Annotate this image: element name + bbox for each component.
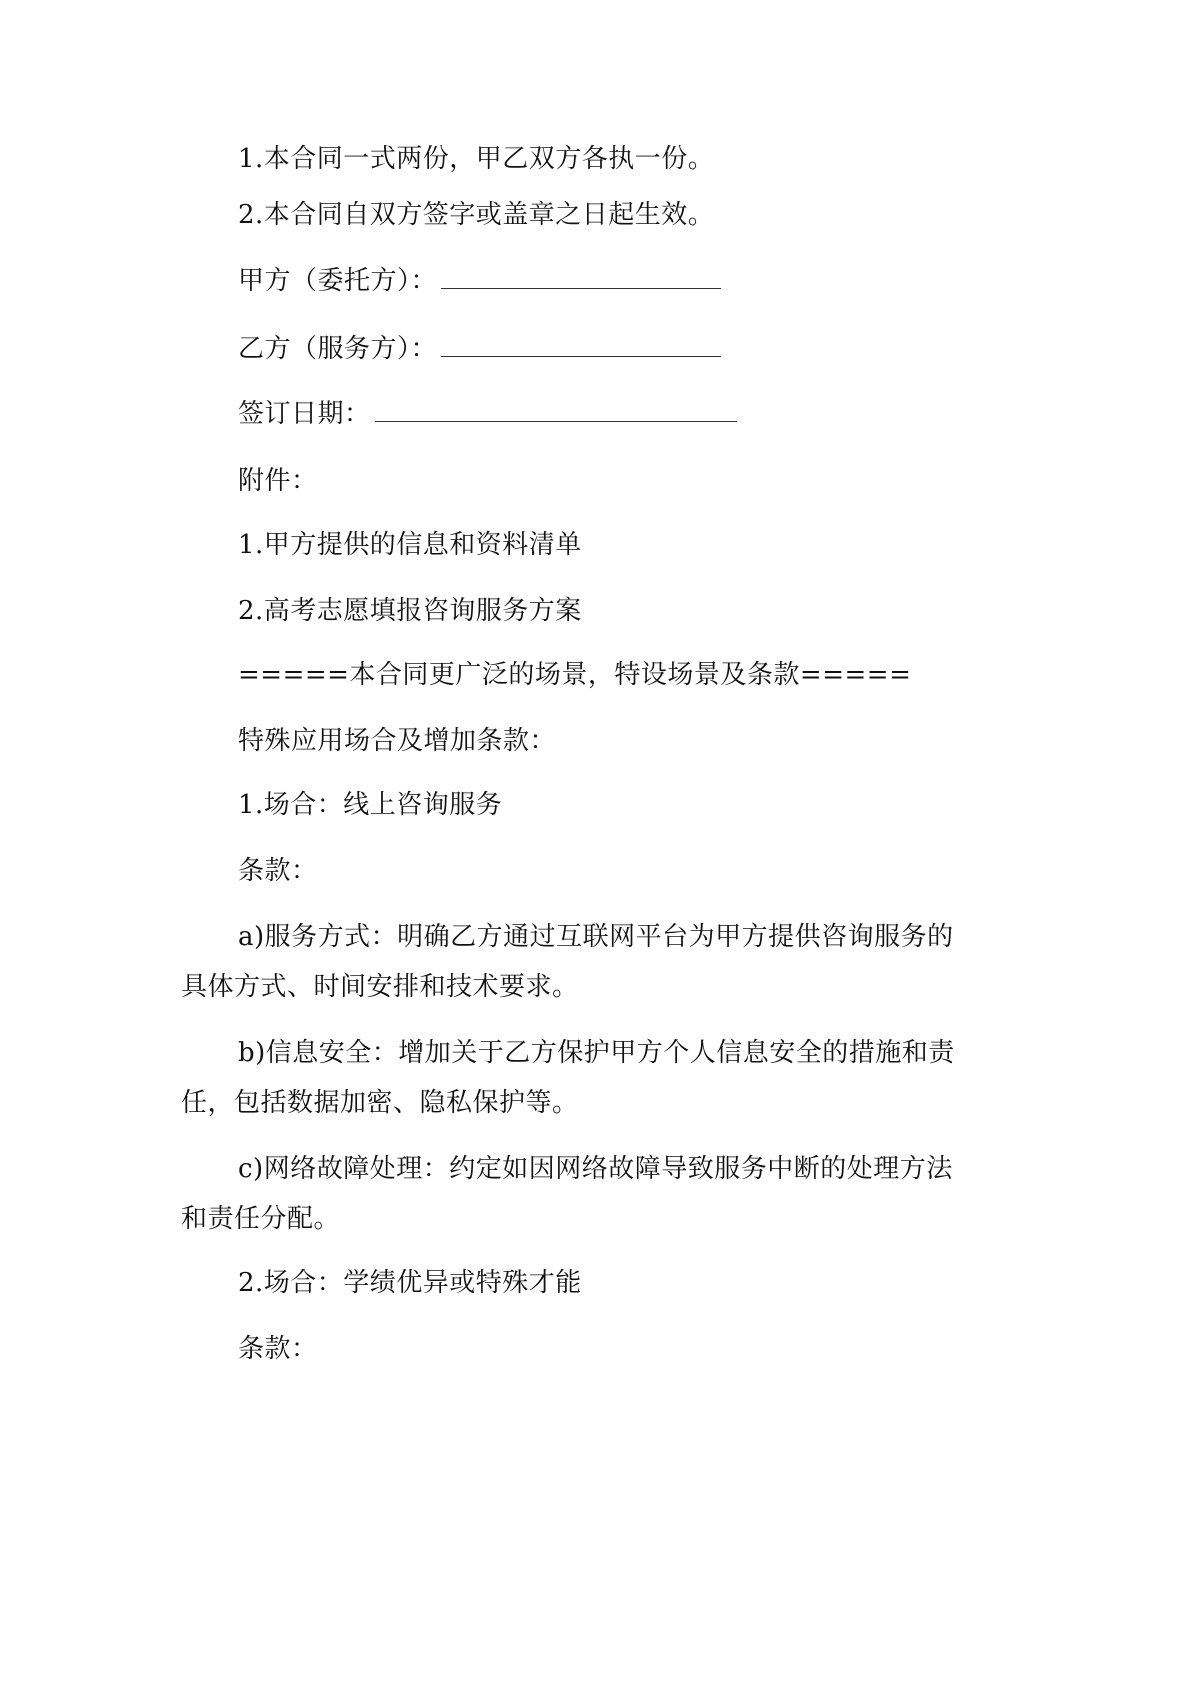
sign-date-line bbox=[375, 395, 737, 422]
party-a-signature-line bbox=[441, 262, 721, 289]
clause-c-line-2: 和责任分配。 bbox=[181, 1204, 341, 1234]
party-b-label: 乙方（服务方）： bbox=[238, 334, 438, 364]
sign-date-row bbox=[238, 395, 737, 433]
party-a-row bbox=[238, 262, 721, 300]
scene-1: 1.场合：线上咨询服务 bbox=[238, 790, 503, 820]
clause-copies: 1.本合同一式两份，甲乙双方各执一份。 bbox=[238, 144, 715, 174]
attachment-1: 1.甲方提供的信息和资料清单 bbox=[238, 530, 582, 560]
clause-effective: 2.本合同自双方签字或盖章之日起生效。 bbox=[238, 200, 715, 230]
clause-a-line-2: 具体方式、时间安排和技术要求。 bbox=[181, 972, 579, 1002]
sign-date-label: 签订日期： bbox=[238, 399, 371, 429]
scene-2: 2.场合：学绩优异或特殊才能 bbox=[238, 1268, 582, 1298]
attachments-label: 附件： bbox=[238, 466, 318, 496]
clause-c-line-1: c)网络故障处理：约定如因网络故障导致服务中断的处理方法 bbox=[238, 1154, 953, 1184]
attachment-2: 2.高考志愿填报咨询服务方案 bbox=[238, 596, 582, 626]
party-a-label: 甲方（委托方）： bbox=[238, 266, 438, 296]
clause-a-line-1: a)服务方式：明确乙方通过互联网平台为甲方提供咨询服务的 bbox=[238, 922, 954, 952]
clauses-1-label: 条款： bbox=[238, 856, 318, 886]
clauses-2-label: 条款： bbox=[238, 1334, 318, 1364]
clause-b-line-1: b)信息安全：增加关于乙方保护甲方个人信息安全的措施和责 bbox=[238, 1038, 955, 1068]
clause-b-line-2: 任，包括数据加密、隐私保护等。 bbox=[181, 1088, 579, 1118]
section-divider: =====本合同更广泛的场景，特设场景及条款===== bbox=[238, 660, 912, 690]
party-b-signature-line bbox=[441, 330, 721, 357]
party-b-row bbox=[238, 330, 721, 368]
special-title: 特殊应用场合及增加条款： bbox=[238, 726, 557, 756]
